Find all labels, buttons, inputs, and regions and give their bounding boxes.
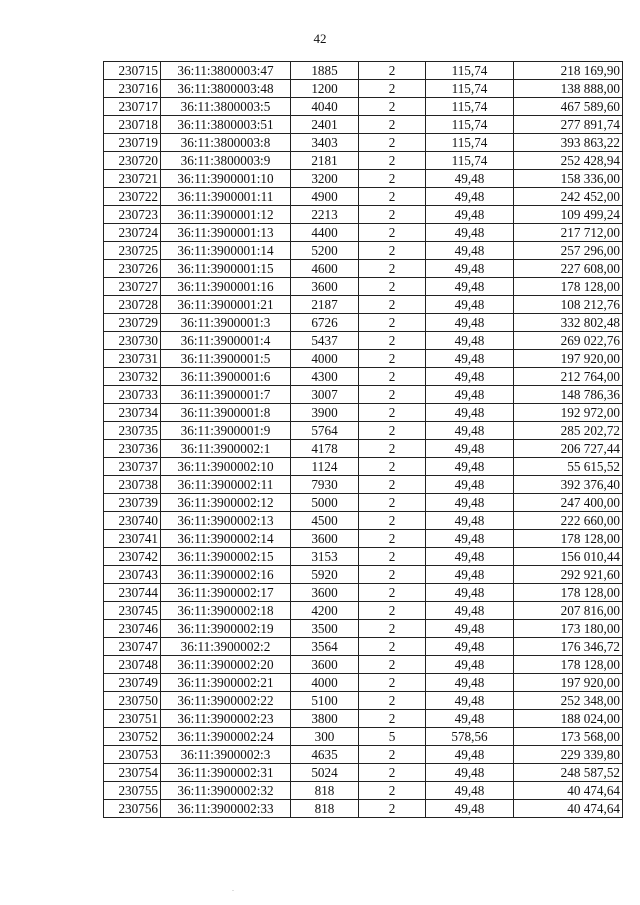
amount-cell: 292 921,60 [514, 566, 623, 584]
category-cell: 2 [359, 116, 426, 134]
page-number: 42 [313, 31, 327, 46]
category-cell: 2 [359, 674, 426, 692]
table-row [104, 494, 623, 512]
category-cell: 2 [359, 206, 426, 224]
area-cell: 3500 [291, 620, 359, 638]
cadastral-number-cell: 36:11:3900001:21 [161, 296, 291, 314]
area-cell: 2213 [291, 206, 359, 224]
category-cell: 2 [359, 80, 426, 98]
record-number-cell: 230721 [104, 170, 161, 188]
category-cell: 2 [359, 584, 426, 602]
amount-cell: 227 608,00 [514, 260, 623, 278]
rate-cell: 49,48 [426, 458, 514, 476]
rate-cell: 49,48 [426, 638, 514, 656]
amount-cell: 156 010,44 [514, 548, 623, 566]
rate-cell: 115,74 [426, 134, 514, 152]
record-number-cell: 230738 [104, 476, 161, 494]
rate-cell: 49,48 [426, 296, 514, 314]
rate-cell: 49,48 [426, 350, 514, 368]
table-row [104, 728, 623, 746]
rate-cell: 49,48 [426, 800, 514, 818]
table-row [104, 350, 623, 368]
area-cell: 5000 [291, 494, 359, 512]
category-cell: 2 [359, 62, 426, 80]
area-cell: 3600 [291, 656, 359, 674]
category-cell: 2 [359, 440, 426, 458]
record-number-cell: 230718 [104, 116, 161, 134]
rate-cell: 49,48 [426, 602, 514, 620]
rate-cell: 49,48 [426, 314, 514, 332]
area-cell: 1200 [291, 80, 359, 98]
table-row [104, 746, 623, 764]
amount-cell: 332 802,48 [514, 314, 623, 332]
area-cell: 5100 [291, 692, 359, 710]
cadastral-number-cell: 36:11:3900001:9 [161, 422, 291, 440]
cadastral-number-cell: 36:11:3900002:11 [161, 476, 291, 494]
rate-cell: 115,74 [426, 62, 514, 80]
record-number-cell: 230715 [104, 62, 161, 80]
cadastral-number-cell: 36:11:3900002:33 [161, 800, 291, 818]
amount-cell: 109 499,24 [514, 206, 623, 224]
cadastral-number-cell: 36:11:3900001:11 [161, 188, 291, 206]
cadastral-number-cell: 36:11:3900001:15 [161, 260, 291, 278]
table-row [104, 422, 623, 440]
record-number-cell: 230736 [104, 440, 161, 458]
rate-cell: 49,48 [426, 332, 514, 350]
category-cell: 2 [359, 620, 426, 638]
area-cell: 2187 [291, 296, 359, 314]
category-cell: 2 [359, 296, 426, 314]
area-cell: 5764 [291, 422, 359, 440]
category-cell: 2 [359, 746, 426, 764]
record-number-cell: 230729 [104, 314, 161, 332]
area-cell: 4040 [291, 98, 359, 116]
table-row [104, 278, 623, 296]
amount-cell: 207 816,00 [514, 602, 623, 620]
table-row [104, 260, 623, 278]
rate-cell: 49,48 [426, 512, 514, 530]
cadastral-number-cell: 36:11:3900001:6 [161, 368, 291, 386]
cadastral-number-cell: 36:11:3900002:1 [161, 440, 291, 458]
record-number-cell: 230733 [104, 386, 161, 404]
rate-cell: 49,48 [426, 656, 514, 674]
cadastral-number-cell: 36:11:3900002:14 [161, 530, 291, 548]
amount-cell: 229 339,80 [514, 746, 623, 764]
category-cell: 2 [359, 278, 426, 296]
cadastral-number-cell: 36:11:3900002:10 [161, 458, 291, 476]
table-row [104, 512, 623, 530]
category-cell: 2 [359, 800, 426, 818]
amount-cell: 178 128,00 [514, 530, 623, 548]
category-cell: 2 [359, 476, 426, 494]
amount-cell: 217 712,00 [514, 224, 623, 242]
area-cell: 3403 [291, 134, 359, 152]
category-cell: 2 [359, 512, 426, 530]
category-cell: 2 [359, 242, 426, 260]
table-row [104, 296, 623, 314]
table-row [104, 152, 623, 170]
category-cell: 2 [359, 548, 426, 566]
rate-cell: 49,48 [426, 260, 514, 278]
amount-cell: 242 452,00 [514, 188, 623, 206]
cadastral-number-cell: 36:11:3900002:23 [161, 710, 291, 728]
table-row [104, 602, 623, 620]
record-number-cell: 230730 [104, 332, 161, 350]
record-number-cell: 230727 [104, 278, 161, 296]
rate-cell: 49,48 [426, 674, 514, 692]
amount-cell: 252 428,94 [514, 152, 623, 170]
rate-cell: 49,48 [426, 368, 514, 386]
cadastral-number-cell: 36:11:3900002:2 [161, 638, 291, 656]
rate-cell: 578,56 [426, 728, 514, 746]
area-cell: 4000 [291, 350, 359, 368]
table-row [104, 134, 623, 152]
record-number-cell: 230725 [104, 242, 161, 260]
table-row [104, 764, 623, 782]
category-cell: 2 [359, 530, 426, 548]
cadastral-number-cell: 36:11:3900001:5 [161, 350, 291, 368]
cadastral-number-cell: 36:11:3900001:10 [161, 170, 291, 188]
rate-cell: 115,74 [426, 152, 514, 170]
amount-cell: 178 128,00 [514, 656, 623, 674]
record-number-cell: 230731 [104, 350, 161, 368]
category-cell: 2 [359, 602, 426, 620]
category-cell: 2 [359, 782, 426, 800]
category-cell: 2 [359, 98, 426, 116]
area-cell: 4178 [291, 440, 359, 458]
amount-cell: 467 589,60 [514, 98, 623, 116]
record-number-cell: 230756 [104, 800, 161, 818]
area-cell: 3800 [291, 710, 359, 728]
cadastral-number-cell: 36:11:3900001:3 [161, 314, 291, 332]
category-cell: 2 [359, 710, 426, 728]
amount-cell: 222 660,00 [514, 512, 623, 530]
category-cell: 2 [359, 170, 426, 188]
record-number-cell: 230753 [104, 746, 161, 764]
amount-cell: 252 348,00 [514, 692, 623, 710]
cadastral-number-cell: 36:11:3900001:4 [161, 332, 291, 350]
rate-cell: 49,48 [426, 404, 514, 422]
amount-cell: 148 786,36 [514, 386, 623, 404]
record-number-cell: 230722 [104, 188, 161, 206]
table-row [104, 458, 623, 476]
rate-cell: 49,48 [426, 476, 514, 494]
amount-cell: 188 024,00 [514, 710, 623, 728]
cadastral-number-cell: 36:11:3900002:16 [161, 566, 291, 584]
amount-cell: 197 920,00 [514, 350, 623, 368]
area-cell: 3600 [291, 530, 359, 548]
amount-cell: 285 202,72 [514, 422, 623, 440]
table-row [104, 386, 623, 404]
category-cell: 2 [359, 764, 426, 782]
rate-cell: 115,74 [426, 98, 514, 116]
amount-cell: 392 376,40 [514, 476, 623, 494]
rate-cell: 49,48 [426, 386, 514, 404]
area-cell: 7930 [291, 476, 359, 494]
table-row [104, 62, 623, 80]
category-cell: 2 [359, 314, 426, 332]
rate-cell: 49,48 [426, 782, 514, 800]
cadastral-number-cell: 36:11:3800003:9 [161, 152, 291, 170]
table-row [104, 692, 623, 710]
category-cell: 2 [359, 638, 426, 656]
cadastral-number-cell: 36:11:3900002:19 [161, 620, 291, 638]
table-row [104, 710, 623, 728]
area-cell: 3153 [291, 548, 359, 566]
table-row [104, 530, 623, 548]
area-cell: 818 [291, 800, 359, 818]
cadastral-number-cell: 36:11:3800003:47 [161, 62, 291, 80]
rate-cell: 49,48 [426, 278, 514, 296]
area-cell: 5437 [291, 332, 359, 350]
cadastral-number-cell: 36:11:3900002:12 [161, 494, 291, 512]
amount-cell: 269 022,76 [514, 332, 623, 350]
scan-mark: . [232, 884, 234, 893]
amount-cell: 178 128,00 [514, 584, 623, 602]
cadastral-number-cell: 36:11:3900002:24 [161, 728, 291, 746]
area-cell: 5920 [291, 566, 359, 584]
rate-cell: 115,74 [426, 116, 514, 134]
amount-cell: 173 568,00 [514, 728, 623, 746]
cadastral-number-cell: 36:11:3900002:22 [161, 692, 291, 710]
amount-cell: 158 336,00 [514, 170, 623, 188]
table-row [104, 800, 623, 818]
rate-cell: 49,48 [426, 422, 514, 440]
category-cell: 2 [359, 458, 426, 476]
area-cell: 5200 [291, 242, 359, 260]
category-cell: 5 [359, 728, 426, 746]
table-row [104, 620, 623, 638]
table-row [104, 332, 623, 350]
rate-cell: 49,48 [426, 548, 514, 566]
area-cell: 2401 [291, 116, 359, 134]
cadastral-number-cell: 36:11:3900001:13 [161, 224, 291, 242]
table-row [104, 548, 623, 566]
record-number-cell: 230723 [104, 206, 161, 224]
cadastral-number-cell: 36:11:3900002:18 [161, 602, 291, 620]
table-row [104, 224, 623, 242]
area-cell: 3600 [291, 278, 359, 296]
category-cell: 2 [359, 332, 426, 350]
record-number-cell: 230717 [104, 98, 161, 116]
rate-cell: 49,48 [426, 746, 514, 764]
amount-cell: 248 587,52 [514, 764, 623, 782]
cadastral-number-cell: 36:11:3900001:14 [161, 242, 291, 260]
category-cell: 2 [359, 188, 426, 206]
area-cell: 3200 [291, 170, 359, 188]
amount-cell: 192 972,00 [514, 404, 623, 422]
amount-cell: 178 128,00 [514, 278, 623, 296]
cadastral-number-cell: 36:11:3900001:7 [161, 386, 291, 404]
amount-cell: 55 615,52 [514, 458, 623, 476]
table-row [104, 476, 623, 494]
table-row [104, 188, 623, 206]
area-cell: 5024 [291, 764, 359, 782]
category-cell: 2 [359, 224, 426, 242]
record-number-cell: 230745 [104, 602, 161, 620]
rate-cell: 49,48 [426, 170, 514, 188]
record-number-cell: 230734 [104, 404, 161, 422]
amount-cell: 247 400,00 [514, 494, 623, 512]
record-number-cell: 230719 [104, 134, 161, 152]
cadastral-number-cell: 36:11:3800003:51 [161, 116, 291, 134]
area-cell: 3007 [291, 386, 359, 404]
rate-cell: 49,48 [426, 764, 514, 782]
rate-cell: 49,48 [426, 188, 514, 206]
cadastral-number-cell: 36:11:3900002:13 [161, 512, 291, 530]
area-cell: 2181 [291, 152, 359, 170]
record-number-cell: 230749 [104, 674, 161, 692]
area-cell: 3600 [291, 584, 359, 602]
area-cell: 3900 [291, 404, 359, 422]
category-cell: 2 [359, 692, 426, 710]
area-cell: 4600 [291, 260, 359, 278]
table-row [104, 206, 623, 224]
amount-cell: 176 346,72 [514, 638, 623, 656]
amount-cell: 393 863,22 [514, 134, 623, 152]
table-row [104, 440, 623, 458]
area-cell: 4500 [291, 512, 359, 530]
area-cell: 1124 [291, 458, 359, 476]
amount-cell: 138 888,00 [514, 80, 623, 98]
record-number-cell: 230737 [104, 458, 161, 476]
record-number-cell: 230751 [104, 710, 161, 728]
table-row [104, 170, 623, 188]
cadastral-number-cell: 36:11:3800003:8 [161, 134, 291, 152]
record-number-cell: 230741 [104, 530, 161, 548]
record-number-cell: 230742 [104, 548, 161, 566]
record-number-cell: 230735 [104, 422, 161, 440]
rate-cell: 49,48 [426, 692, 514, 710]
table-row [104, 674, 623, 692]
record-number-cell: 230750 [104, 692, 161, 710]
amount-cell: 218 169,90 [514, 62, 623, 80]
table-row [104, 368, 623, 386]
table-row [104, 98, 623, 116]
category-cell: 2 [359, 566, 426, 584]
record-number-cell: 230724 [104, 224, 161, 242]
record-number-cell: 230743 [104, 566, 161, 584]
table-row [104, 404, 623, 422]
cadastral-number-cell: 36:11:3900001:16 [161, 278, 291, 296]
cadastral-number-cell: 36:11:3900002:3 [161, 746, 291, 764]
rate-cell: 49,48 [426, 620, 514, 638]
amount-cell: 212 764,00 [514, 368, 623, 386]
cadastral-number-cell: 36:11:3900001:12 [161, 206, 291, 224]
category-cell: 2 [359, 404, 426, 422]
cadastral-number-cell: 36:11:3900002:20 [161, 656, 291, 674]
record-number-cell: 230726 [104, 260, 161, 278]
amount-cell: 206 727,44 [514, 440, 623, 458]
rate-cell: 115,74 [426, 80, 514, 98]
cadastral-number-cell: 36:11:3800003:48 [161, 80, 291, 98]
record-number-cell: 230746 [104, 620, 161, 638]
rate-cell: 49,48 [426, 224, 514, 242]
category-cell: 2 [359, 350, 426, 368]
land-parcel-table [103, 61, 623, 818]
record-number-cell: 230752 [104, 728, 161, 746]
cadastral-number-cell: 36:11:3800003:5 [161, 98, 291, 116]
table-row [104, 566, 623, 584]
category-cell: 2 [359, 422, 426, 440]
category-cell: 2 [359, 494, 426, 512]
record-number-cell: 230716 [104, 80, 161, 98]
record-number-cell: 230728 [104, 296, 161, 314]
record-number-cell: 230755 [104, 782, 161, 800]
amount-cell: 108 212,76 [514, 296, 623, 314]
table-row [104, 782, 623, 800]
category-cell: 2 [359, 368, 426, 386]
amount-cell: 257 296,00 [514, 242, 623, 260]
rate-cell: 49,48 [426, 584, 514, 602]
area-cell: 4900 [291, 188, 359, 206]
cadastral-number-cell: 36:11:3900002:15 [161, 548, 291, 566]
category-cell: 2 [359, 656, 426, 674]
category-cell: 2 [359, 260, 426, 278]
record-number-cell: 230740 [104, 512, 161, 530]
category-cell: 2 [359, 134, 426, 152]
record-number-cell: 230739 [104, 494, 161, 512]
rate-cell: 49,48 [426, 494, 514, 512]
record-number-cell: 230744 [104, 584, 161, 602]
table-row [104, 116, 623, 134]
table-row [104, 638, 623, 656]
cadastral-number-cell: 36:11:3900001:8 [161, 404, 291, 422]
area-cell: 300 [291, 728, 359, 746]
table-body [104, 62, 623, 818]
rate-cell: 49,48 [426, 440, 514, 458]
area-cell: 1885 [291, 62, 359, 80]
area-cell: 4200 [291, 602, 359, 620]
category-cell: 2 [359, 152, 426, 170]
rate-cell: 49,48 [426, 206, 514, 224]
amount-cell: 197 920,00 [514, 674, 623, 692]
area-cell: 818 [291, 782, 359, 800]
cadastral-number-cell: 36:11:3900002:17 [161, 584, 291, 602]
record-number-cell: 230732 [104, 368, 161, 386]
area-cell: 4000 [291, 674, 359, 692]
table-row [104, 656, 623, 674]
amount-cell: 173 180,00 [514, 620, 623, 638]
record-number-cell: 230754 [104, 764, 161, 782]
area-cell: 6726 [291, 314, 359, 332]
rate-cell: 49,48 [426, 566, 514, 584]
area-cell: 4635 [291, 746, 359, 764]
cadastral-number-cell: 36:11:3900002:32 [161, 782, 291, 800]
record-number-cell: 230720 [104, 152, 161, 170]
amount-cell: 40 474,64 [514, 782, 623, 800]
rate-cell: 49,48 [426, 242, 514, 260]
table-row [104, 314, 623, 332]
table-row [104, 242, 623, 260]
rate-cell: 49,48 [426, 710, 514, 728]
rate-cell: 49,48 [426, 530, 514, 548]
area-cell: 3564 [291, 638, 359, 656]
area-cell: 4300 [291, 368, 359, 386]
amount-cell: 40 474,64 [514, 800, 623, 818]
table-row [104, 80, 623, 98]
record-number-cell: 230747 [104, 638, 161, 656]
cadastral-number-cell: 36:11:3900002:21 [161, 674, 291, 692]
amount-cell: 277 891,74 [514, 116, 623, 134]
record-number-cell: 230748 [104, 656, 161, 674]
table-row [104, 584, 623, 602]
category-cell: 2 [359, 386, 426, 404]
area-cell: 4400 [291, 224, 359, 242]
cadastral-number-cell: 36:11:3900002:31 [161, 764, 291, 782]
